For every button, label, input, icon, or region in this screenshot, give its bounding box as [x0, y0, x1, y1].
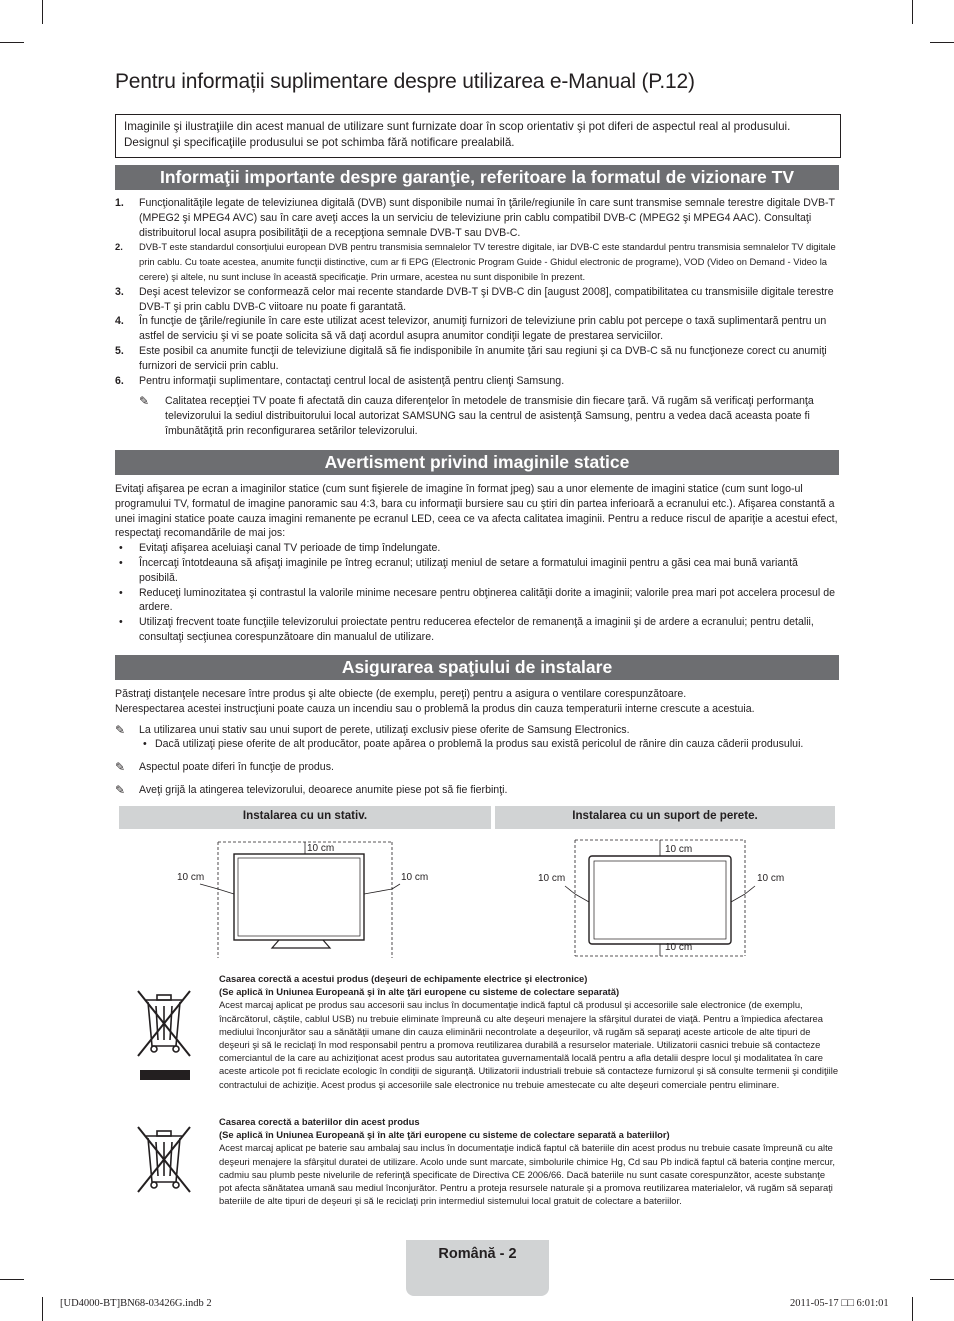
print-datetime-label: 2011-05-17 □□ 6:01:01 [790, 1298, 889, 1309]
crop-mark [42, 1297, 43, 1321]
list-item: 3. Deşi acest televizor se conformează celor mai recente standarde DVB-T şi DVB-C din [august 2008], compatibilitatea cu transmisiile digitale terestre DVB-T şi prin cablu DVB-C viitoare nu poate fi garantată. [115, 285, 834, 313]
dim-label-right: 10 cm [757, 873, 785, 884]
static-images-intro: Evitaţi afişarea pe ecran a imaginilor statice (cum sunt fişierele de imagine în format jpeg) sau a unor elemente de imagini statice (cum sunt logo-ul programului TV, formatul de imagine panoramic sau 4:3, bara cu informaţii bursiere sau cu ştiri din partea inferioară a ecranului etc.). Afişarea constantă a unei imagini statice poate cauza imagini remanente pe ecranul LED, ceea ce va afecta calitatea imaginii. Pentru a reduce riscul de apariţie a acestui efect, respectaţi recomandările de mai jos: [115, 483, 838, 540]
pencil-icon: ✎ [115, 782, 126, 797]
crop-mark [0, 1279, 24, 1280]
disposal-subheading: (Se aplică în Uniunea Europeană şi în alte ţări europene cu sisteme de colectare separată) [219, 986, 620, 998]
disposal-heading: Casarea corectă a acestui produs (deşeuri de echipamente electrice şi electronice) [219, 973, 588, 984]
section-heading-warranty: Informaţii importante despre garanţie, referitoare la formatul de vizionare TV [115, 165, 839, 190]
wall-clearance-diagram [535, 836, 805, 962]
dim-label-bottom: 10 cm [665, 942, 693, 953]
pencil-icon: ✎ [115, 722, 126, 737]
list-item: 1. Funcţionalităţile legate de televiziunea digitală (DVB) sunt disponibile numai în ţările/regiunile în care sunt transmise semnale terestre digitale DVB-T (MPEG2 şi MPEG4 AVC) sau în care aveţi acces la un serviciu de televiziune prin cablu compatibil DVB-C (MPEG2 şi MPEG4 AAC). Consultaţi distribuitorul local asupra posibilităţii de a recepţiona semnale DVB-T sau DVB-C. [115, 197, 835, 239]
section-heading-installation-space: Asigurarea spaţiului de instalare [115, 655, 839, 680]
list-item: • Încercaţi întotdeauna să afişaţi imaginile pe întreg ecranul; utilizaţi meniul de setare a formatului imaginii pentru a găsi cea mai bună variantă posibilă. [119, 556, 798, 584]
crop-mark [0, 42, 24, 43]
disposal-body: Acest marcaj aplicat pe produs sau accesorii sau inclus în documentaţie indică faptul că produsul şi accesoriile sale electronice (de exemplu, încărcătorul, căştile, cablul USB) nu trebuie eliminate împreună cu alte deşeuri menajere la sfârşitul duratei de viaţă. Pentru a împiedica afectarea mediului înconjurător sau a sănătăţii umane din cauza eliminării necontrolate a deşeurilor, vă rugăm să separaţi aceste articole de alte tipuri de deşeuri şi să le reciclaţi în mod responsabil pentru a promova reutilizarea durabilă a resurselor materiale. Utilizatorii casnici trebuie să contacteze comerciantul de la care au achiziţionat acest produs sau autoritatea guvernamentală locală pentru a afla detalii despre locul şi modalitatea în care aceste articole pot fi reciclate ecologic în condiţii de siguranţă. Utilizatorii industriali trebuie să contacteze furnizorul şi să consulte termenii şi condiţiile contractului de achiziţie. Acest produs şi accesoriile sale electronice nu trebuie amestecate cu alte deşeuri comerciale pentru eliminare. [219, 999, 839, 1090]
installation-text [115, 687, 839, 798]
paragraph: Păstraţi distanţele necesare între produs şi alte obiecte (de exemplu, pereţi) pentru a asigura o ventilare corespunzătoare. [115, 688, 687, 700]
note: ✎ Aveţi grijă la atingerea televizorului, deoarece anumite piese pot să fie fierbinţi. [115, 782, 508, 797]
crop-mark [42, 0, 43, 24]
dim-label-top: 10 cm [307, 843, 335, 854]
battery-disposal-text [219, 1115, 839, 1207]
pencil-icon: ✎ [115, 760, 126, 775]
list-item: • Utilizaţi frecvent toate funcţiile televizorului proiectate pentru reducerea efectelor de remanenţă a imaginii şi de ardere a ecranului; pentru detalii, consultaţi secţiunea corespunzătoare din manualul de utilizare. [119, 616, 814, 643]
warranty-list [115, 196, 839, 439]
paragraph: Nerespectarea acestei instrucţiuni poate cauza un incendiu sau o problemă la produs din cauza temperaturii interne crescute a acestuia. [115, 702, 755, 715]
disposal-body: Acest marcaj aplicat pe baterie sau ambalaj sau inclus în documentaţie indică faptul că bateriile din acest produs nu trebuie casate împreună cu alte deşeuri menajere la sfârşitul duratei de utilizare. Acolo unde sunt marcate, simbolurile chimice Hg, Cd sau Pb indică faptul că bateria conţine mercur, cadmiu sau plumb peste nivelurile de referinţă specificate de Directiva CE 2006/66. Dacă bateriile nu sunt casate corespunzător, aceste substanţe pot afecta sănătatea umană sau mediul înconjurător. Pentru a proteja resursele naturale şi a promova reutilizarea materialelor, vă rugăm să separaţi bateriile de alte tipuri de deşeuri şi să le reciclaţi prin intermediul sistemului local gratuit de colectare a bateriilor. [219, 1142, 835, 1207]
crop-mark [912, 0, 913, 24]
note: ✎ Calitatea recepţiei TV poate fi afectată din cauza diferenţelor în metodele de transmisie din fiecare ţară. Vă rugăm să verificaţi performanţa televizorului la sediul distribuitorului local autorizat SAMSUNG sau la centrul de asistenţă Samsung, pentru a vedea dacă aceasta poate fi îmbunătăţită prin reconfigurarea setărilor televizorului. [139, 394, 814, 437]
disclaimer-box: Imaginile şi ilustraţiile din acest manual de utilizare sunt furnizate doar în scop orientativ şi pot diferi de aspectul real al produsului. Designul şi specificaţiile produsului se pot schimba fără notificare prealabilă. [115, 114, 841, 158]
disposal-heading: Casarea corectă a bateriilor din acest produs [219, 1116, 420, 1127]
dim-label-top: 10 cm [665, 844, 693, 855]
list-item: • Dacă utilizaţi piese oferite de alt producător, poate apărea o problemă la produs sau există pericolul de rănire din cauza căderii produsului. [143, 738, 804, 751]
list-item: 5. Este posibil ca anumite funcţii de televiziune digitală să fie indisponibile în anumite ţări sau regiuni şi ca DVB-C să nu funcţioneze corect cu anumiţi furnizori de servicii prin cablu. [115, 344, 827, 372]
list-item: 6. Pentru informaţii suplimentare, contactaţi centrul local de asistenţă pentru clienţi Samsung. [115, 374, 565, 387]
stand-clearance-diagram [170, 834, 450, 960]
dim-label-left: 10 cm [177, 872, 205, 883]
crop-mark [930, 1279, 954, 1280]
page-number-tab: Română - 2 [406, 1240, 549, 1296]
section-heading-static-images: Avertisment privind imaginile statice [115, 450, 839, 475]
dim-label-left: 10 cm [538, 873, 566, 884]
note: ✎ Aspectul poate diferi în funcţie de produs. [115, 760, 334, 775]
dim-label-right: 10 cm [401, 872, 429, 883]
crop-mark [930, 42, 954, 43]
disposal-subheading: (Se aplică în Uniunea Europeană şi în alte ţări europene cu sisteme de colectare separată a bateriilor) [219, 1129, 670, 1141]
print-file-label: [UD4000-BT]BN68-03426G.indb 2 [60, 1298, 212, 1309]
crossed-battery-bin-icon [134, 1124, 194, 1194]
page-title: Pentru informații suplimentare despre utilizarea e-Manual (P.12) [115, 70, 695, 93]
list-item: • Evitaţi afişarea aceluiaşi canal TV perioade de timp îndelungate. [119, 542, 441, 555]
tab-stand-installation: Instalarea cu un stativ. [119, 806, 491, 829]
list-item: 4. În funcţie de ţările/regiunile în care este utilizat acest televizor, anumiţi furnizori de televiziune prin cablu pot percepe o taxă suplimentară pentru un astfel de serviciu şi vi se poate solicita să vă daţi acordul asupra anumitor condiţii legate de prestarea serviciilor. [115, 315, 827, 343]
pencil-icon: ✎ [139, 394, 150, 409]
tab-wall-installation: Instalarea cu un suport de perete. [495, 806, 835, 829]
crop-mark [912, 1297, 913, 1321]
product-disposal-text [219, 972, 839, 1091]
list-item: • Reduceţi luminozitatea şi contrastul la valorile minime necesare pentru obţinerea calităţii dorite a imaginii; valorile prea mari pot accelera procesul de ardere. [119, 586, 836, 614]
crossed-bin-icon [134, 988, 194, 1083]
static-images-text [115, 482, 839, 645]
list-item: 2. DVB-T este standardul consorţiului european DVB pentru transmisia semnalelor TV terestre digitale, iar DVB-C este standardul pentru transmisia semnalelor TV digitale prin cablu. Cu toate acestea, anumite funcţii distinctive, cum ar fi EPG (Electronic Program Guide - Ghidul electronic de programe), VOD (Video on Demand - Video la cerere) şi altele, nu sunt incluse în această specificaţie. Prin urmare, acestea nu sunt disponibile în prezent. [115, 241, 836, 282]
note: ✎ La utilizarea unui stativ sau unui suport de perete, utilizaţi exclusiv piese oferite de Samsung Electronics. [115, 722, 630, 737]
